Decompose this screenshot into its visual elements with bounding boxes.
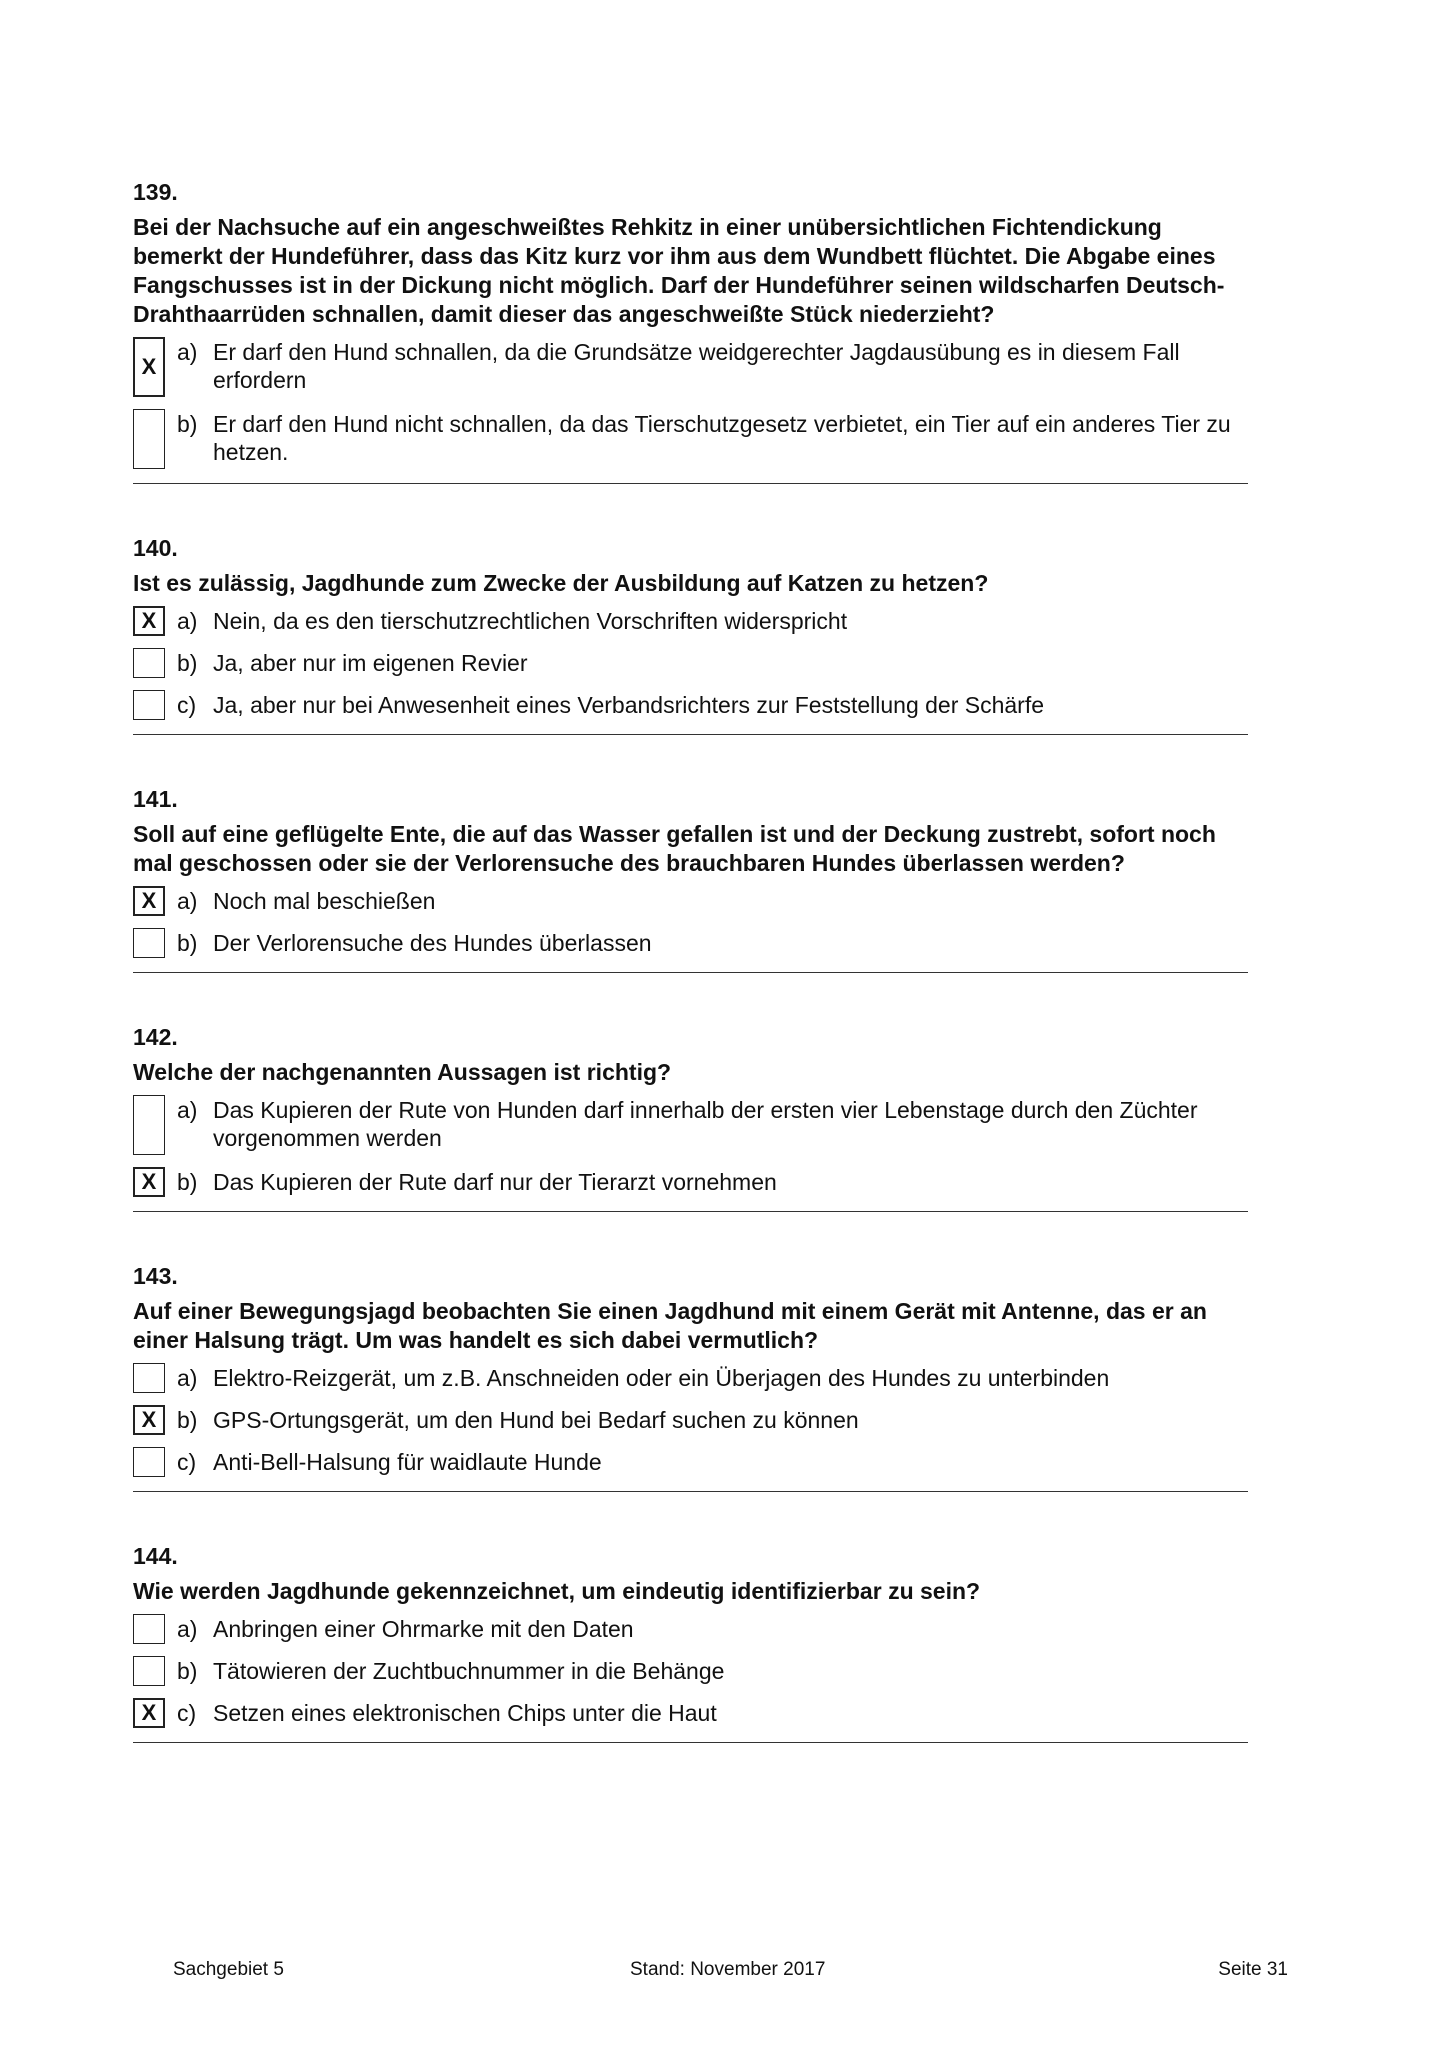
question-142	[133, 1023, 1248, 1212]
question-text: Wie werden Jagdhunde gekennzeichnet, um eindeutig identifizierbar zu sein?	[133, 1578, 981, 1604]
answer-option-c	[133, 690, 1248, 720]
question-number: 143.	[133, 1263, 178, 1289]
question-141	[133, 785, 1248, 973]
answer-letter: a)	[177, 1365, 198, 1391]
answer-text: Anbringen einer Ohrmarke mit den Daten	[213, 1616, 634, 1642]
answer-option-b	[133, 1167, 1248, 1197]
answer-checkbox[interactable]	[133, 1656, 165, 1686]
answer-option-c	[133, 1698, 1248, 1728]
answer-checkbox[interactable]	[133, 1095, 165, 1155]
question-text: Bei der Nachsuche auf ein angeschweißtes Rehkitz in einer unübersichtlichen Fichtendickung bemerkt der Hundeführer, dass das Kitz kurz vor ihm aus dem Wundbett flüchtet. Die Abgabe eines Fangschusses ist in der Dickung nicht möglich. Darf der Hundeführer seinen wildscharfen Deutsch-Drahthaarrüden schnallen, damit dieser das angeschweißte Stück niederzieht?	[133, 214, 1225, 327]
question-text: Welche der nachgenannten Aussagen ist richtig?	[133, 1059, 672, 1085]
question-text: Ist es zulässig, Jagdhunde zum Zwecke der Ausbildung auf Katzen zu hetzen?	[133, 570, 989, 596]
question-text: Soll auf eine geflügelte Ente, die auf das Wasser gefallen ist und der Deckung zustrebt, sofort noch mal geschossen oder sie der Verlorensuche des brauchbaren Hundes überlassen werden?	[133, 821, 1216, 876]
answer-option-b	[133, 648, 1248, 678]
question-139	[133, 178, 1248, 484]
answer-letter: b)	[177, 650, 198, 676]
footer-date: Stand: November 2017	[630, 1959, 826, 1980]
answer-text: Elektro-Reizgerät, um z.B. Anschneiden oder ein Überjagen des Hundes zu unterbinden	[213, 1365, 1110, 1391]
answer-letter: b)	[177, 411, 198, 437]
answer-letter: b)	[177, 1169, 198, 1195]
answer-checkbox[interactable]	[133, 928, 165, 958]
answer-text: Das Kupieren der Rute von Hunden darf innerhalb der ersten vier Lebenstage durch den Züchter vorgenommen werden	[213, 1097, 1198, 1151]
answer-option-a	[133, 1363, 1248, 1393]
answer-letter: b)	[177, 930, 198, 956]
answer-letter: a)	[177, 608, 198, 634]
answer-option-a	[133, 337, 1248, 397]
question-text: Auf einer Bewegungsjagd beobachten Sie einen Jagdhund mit einem Gerät mit Antenne, das er an einer Halsung trägt. Um was handelt es sich dabei vermutlich?	[133, 1298, 1207, 1353]
answer-checkbox[interactable]: X	[133, 337, 165, 397]
question-number: 142.	[133, 1024, 178, 1050]
answer-text: Setzen eines elektronischen Chips unter die Haut	[213, 1700, 717, 1726]
answer-option-b	[133, 1656, 1248, 1686]
answer-letter: c)	[177, 1700, 197, 1726]
answer-checkbox[interactable]	[133, 1363, 165, 1393]
question-number: 139.	[133, 179, 178, 205]
footer-subject-area: Sachgebiet 5	[173, 1959, 284, 1980]
answer-text: Das Kupieren der Rute darf nur der Tierarzt vornehmen	[213, 1169, 777, 1195]
answer-letter: a)	[177, 1616, 198, 1642]
question-144	[133, 1542, 1248, 1743]
answer-checkbox[interactable]: X	[133, 606, 165, 636]
question-number: 141.	[133, 786, 178, 812]
answer-option-b	[133, 409, 1248, 469]
answer-text: Er darf den Hund schnallen, da die Grundsätze weidgerechter Jagdausübung es in diesem Fall erfordern	[213, 339, 1180, 393]
answer-text: Ja, aber nur bei Anwesenheit eines Verbandsrichters zur Feststellung der Schärfe	[213, 692, 1045, 718]
answer-text: Anti-Bell-Halsung für waidlaute Hunde	[213, 1449, 602, 1475]
answer-checkbox[interactable]: X	[133, 1698, 165, 1728]
answer-option-a	[133, 1614, 1248, 1644]
answer-checkbox[interactable]	[133, 409, 165, 469]
answer-option-b	[133, 928, 1248, 958]
answer-letter: a)	[177, 1097, 198, 1123]
answer-checkbox[interactable]	[133, 690, 165, 720]
answer-option-c	[133, 1447, 1248, 1477]
answer-letter: c)	[177, 692, 197, 718]
answer-text: Er darf den Hund nicht schnallen, da das Tierschutzgesetz verbietet, ein Tier auf ein anderes Tier zu hetzen.	[213, 411, 1231, 465]
question-number: 144.	[133, 1543, 178, 1569]
answer-text: Tätowieren der Zuchtbuchnummer in die Behänge	[213, 1658, 725, 1684]
answer-option-a	[133, 886, 1248, 916]
answer-text: Noch mal beschießen	[213, 888, 436, 914]
question-list	[133, 178, 1248, 1743]
answer-option-b	[133, 1405, 1248, 1435]
answer-text: GPS-Ortungsgerät, um den Hund bei Bedarf suchen zu können	[213, 1407, 859, 1433]
answer-text: Ja, aber nur im eigenen Revier	[213, 650, 528, 676]
question-140	[133, 534, 1248, 735]
answer-checkbox[interactable]	[133, 1614, 165, 1644]
answer-letter: a)	[177, 339, 198, 365]
answer-option-a	[133, 606, 1248, 636]
answer-checkbox[interactable]: X	[133, 1405, 165, 1435]
answer-letter: c)	[177, 1449, 197, 1475]
answer-letter: a)	[177, 888, 198, 914]
footer-page-number: Seite 31	[1218, 1959, 1288, 1980]
answer-checkbox[interactable]	[133, 648, 165, 678]
answer-checkbox[interactable]: X	[133, 886, 165, 916]
question-143	[133, 1262, 1248, 1492]
answer-letter: b)	[177, 1407, 198, 1433]
answer-text: Nein, da es den tierschutzrechtlichen Vorschriften widerspricht	[213, 608, 848, 634]
answer-checkbox[interactable]	[133, 1447, 165, 1477]
answer-letter: b)	[177, 1658, 198, 1684]
answer-checkbox[interactable]: X	[133, 1167, 165, 1197]
answer-option-a	[133, 1095, 1248, 1155]
question-number: 140.	[133, 535, 178, 561]
answer-text: Der Verlorensuche des Hundes überlassen	[213, 930, 652, 956]
